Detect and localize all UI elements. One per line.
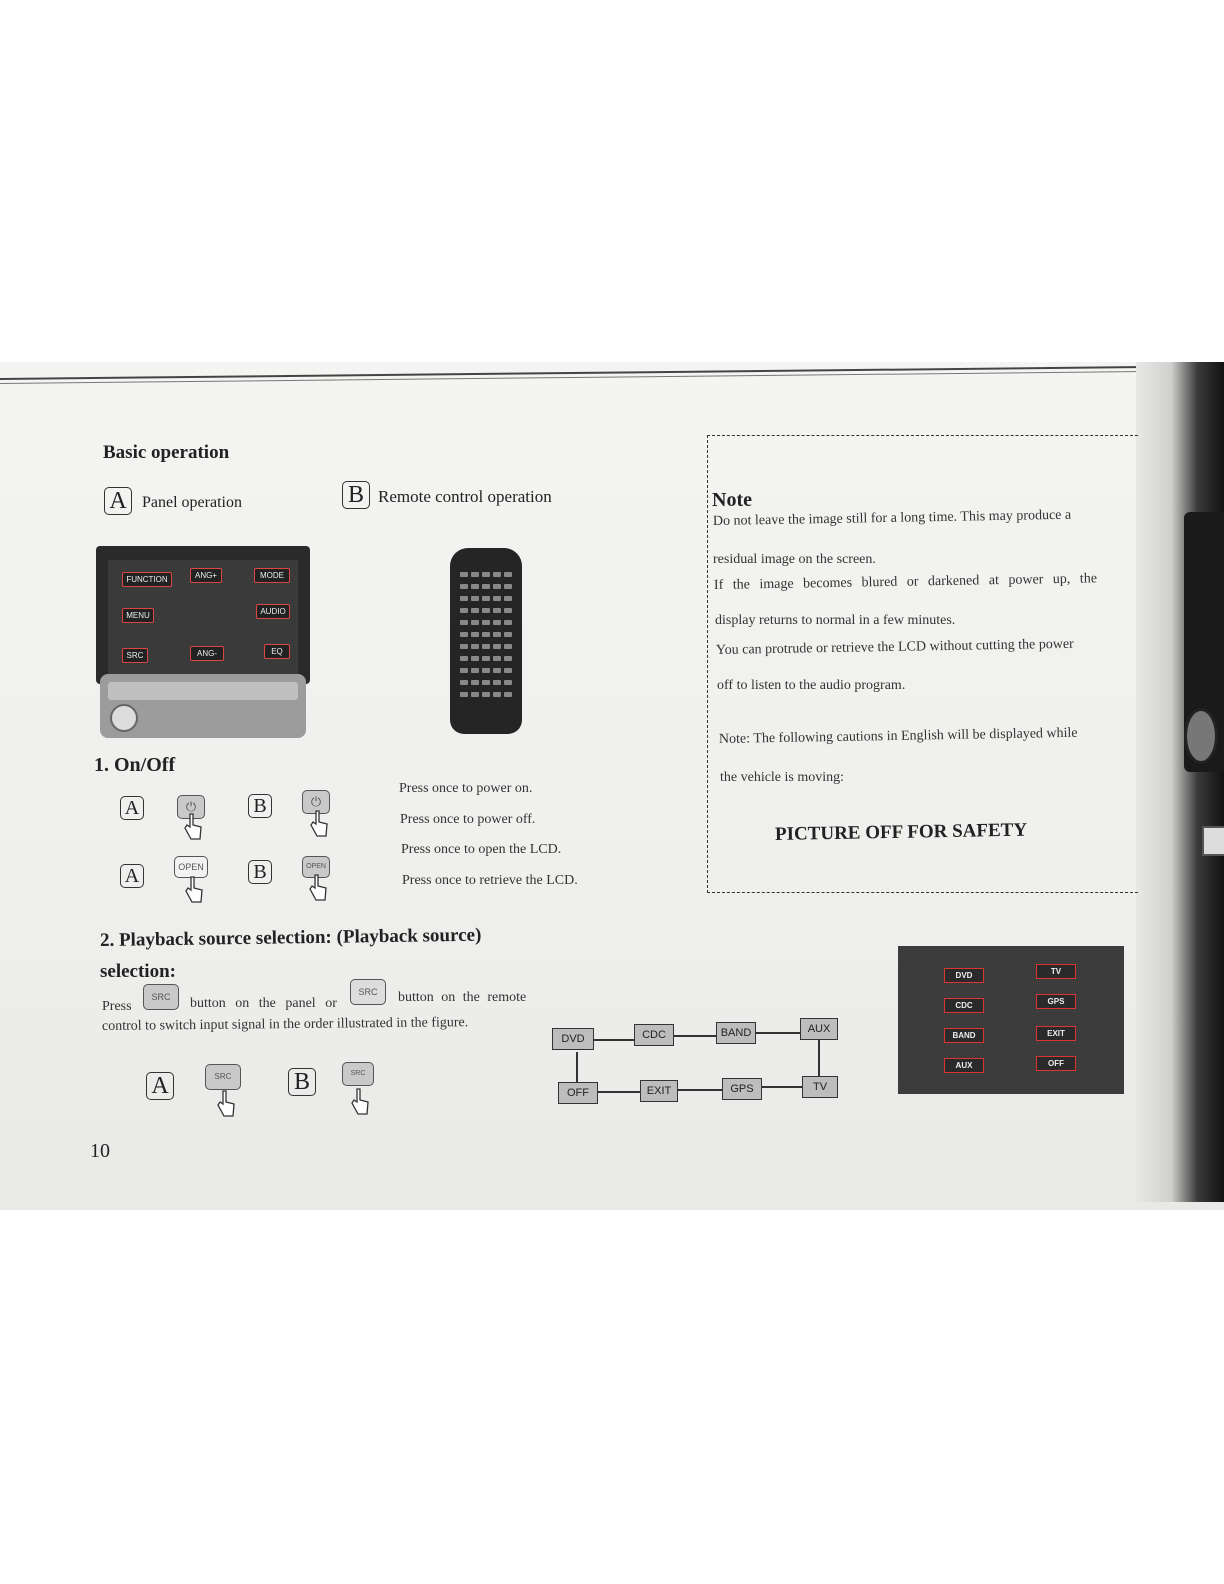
panel-volume-knob [110, 704, 138, 732]
src-button-icon: SRC [350, 979, 386, 1005]
remote-key [460, 692, 468, 697]
flow-arrow [756, 1032, 800, 1034]
flow-arrow [762, 1086, 802, 1088]
remote-key [504, 644, 512, 649]
remote-key [504, 680, 512, 685]
osd-off-button: OFF [1036, 1056, 1076, 1071]
panel-operation-label: Panel operation [142, 494, 242, 511]
remote-control-image [450, 548, 522, 734]
pointing-hand-icon [216, 1090, 236, 1118]
flow-arrow [598, 1091, 640, 1093]
note-line-6: off to listen to the audio program. [717, 678, 906, 693]
label-a-box: A [104, 487, 132, 515]
remote-key [482, 692, 490, 697]
remote-key [471, 572, 479, 577]
panel-display-bar [108, 682, 298, 700]
playback-press-text: Press [102, 999, 132, 1014]
remote-key [482, 620, 490, 625]
onoff-label-b1: B [248, 794, 272, 818]
remote-key [493, 668, 501, 673]
remote-key [482, 632, 490, 637]
playback-heading-line-2: selection: [100, 961, 176, 982]
remote-key [482, 668, 490, 673]
panel-ang-minus-button: ANG- [190, 646, 224, 661]
remote-key [471, 692, 479, 697]
page-number: 10 [90, 1140, 110, 1162]
remote-key [504, 656, 512, 661]
osd-cdc-button: CDC [944, 998, 984, 1013]
remote-key [460, 584, 468, 589]
remote-key [460, 644, 468, 649]
remote-key [471, 596, 479, 601]
playback-line-2: control to switch input signal in the order illustrated in the figure. [101, 1015, 469, 1034]
remote-key [493, 680, 501, 685]
on-off-heading: 1. On/Off [94, 754, 176, 776]
remote-key [460, 680, 468, 685]
remote-key [471, 620, 479, 625]
panel-audio-button: AUDIO [256, 604, 290, 619]
remote-key [471, 584, 479, 589]
flow-arrow [674, 1035, 716, 1037]
remote-key [482, 572, 490, 577]
panel-mode-button: MODE [254, 568, 290, 583]
remote-operation-label: Remote control operation [378, 487, 552, 506]
remote-key [471, 608, 479, 613]
src-button-icon: SRC [143, 984, 179, 1010]
flow-box-dvd: DVD [552, 1028, 594, 1050]
remote-key [493, 632, 501, 637]
flow-box-gps: GPS [722, 1078, 762, 1100]
remote-key [493, 596, 501, 601]
note-line-2: residual image on the screen. [713, 552, 876, 567]
remote-key [482, 608, 490, 613]
source-flow-diagram [548, 1018, 848, 1102]
remote-key [460, 668, 468, 673]
onoff-label-a1: A [120, 796, 144, 820]
remote-key [482, 680, 490, 685]
section-title: Basic operation [103, 442, 230, 463]
osd-aux-button: AUX [944, 1058, 984, 1073]
pointing-hand-icon [309, 810, 329, 838]
open-button-icon: OPEN [174, 856, 208, 878]
remote-key [460, 632, 468, 637]
on-off-line-2: Press once to power off. [400, 812, 536, 827]
note-line-1: Do not leave the image still for a long time. This may produce a [712, 507, 1072, 529]
remote-key [504, 692, 512, 697]
remote-key [471, 680, 479, 685]
remote-key [493, 584, 501, 589]
remote-key [493, 644, 501, 649]
on-off-line-1: Press once to power on. [399, 781, 533, 796]
flow-arrow [818, 1040, 820, 1076]
osd-dvd-button: DVD [944, 968, 984, 983]
remote-key [460, 596, 468, 601]
bleed-tab-image [1202, 826, 1224, 856]
remote-key [460, 656, 468, 661]
remote-key [482, 644, 490, 649]
flow-box-off: OFF [558, 1082, 598, 1104]
playback-heading-line-1: 2. Playback source selection: (Playback source) [99, 924, 482, 951]
src-button-icon: SRC [205, 1064, 241, 1090]
picture-off-safety: PICTURE OFF FOR SAFETY [774, 819, 1028, 845]
remote-key [471, 644, 479, 649]
osd-exit-button: EXIT [1036, 1026, 1076, 1041]
pointing-hand-icon [183, 813, 203, 841]
remote-key [504, 572, 512, 577]
panel-eq-button: EQ [264, 644, 290, 659]
note-title: Note [712, 489, 752, 511]
on-off-line-4: Press once to retrieve the LCD. [402, 873, 578, 888]
osd-gps-button: GPS [1036, 994, 1076, 1009]
head-unit-panel-image [96, 546, 310, 738]
note-line-8: the vehicle is moving: [720, 770, 845, 785]
remote-key [493, 620, 501, 625]
src-button-icon: SRC [342, 1062, 374, 1086]
remote-key [504, 608, 512, 613]
flow-box-cdc: CDC [634, 1024, 674, 1046]
flow-arrow [594, 1039, 634, 1041]
remote-key [504, 584, 512, 589]
remote-key [460, 572, 468, 577]
flow-box-aux: AUX [800, 1018, 838, 1040]
panel-function-button: FUNCTION [122, 572, 172, 587]
remote-key [504, 668, 512, 673]
remote-key [482, 656, 490, 661]
power-button-icon: ⏻ [177, 795, 205, 819]
note-line-7: Note: The following cautions in English will be displayed while [718, 725, 1078, 747]
osd-band-button: BAND [944, 1028, 984, 1043]
panel-menu-button: MENU [122, 608, 154, 623]
remote-key [493, 608, 501, 613]
remote-key [471, 656, 479, 661]
flow-box-tv: TV [802, 1076, 838, 1098]
playback-label-a: A [146, 1072, 174, 1100]
pointing-hand-icon [350, 1088, 370, 1116]
remote-key [504, 620, 512, 625]
label-b-box: B [342, 481, 370, 509]
remote-key [482, 584, 490, 589]
remote-key [471, 632, 479, 637]
remote-key [493, 572, 501, 577]
remote-key [482, 596, 490, 601]
panel-src-button: SRC [122, 648, 148, 663]
pointing-hand-icon [308, 874, 328, 902]
remote-key [493, 656, 501, 661]
note-line-4: display returns to normal in a few minutes. [715, 613, 956, 628]
playback-end-text: button on the remote [398, 990, 527, 1005]
panel-base [100, 674, 306, 738]
remote-key [504, 596, 512, 601]
remote-key [493, 692, 501, 697]
power-button-icon: ⏻ [302, 790, 330, 814]
next-page-bleed [1136, 362, 1224, 1202]
pointing-hand-icon [184, 876, 204, 904]
flow-arrow [576, 1052, 578, 1082]
flow-box-band: BAND [716, 1022, 756, 1044]
osd-tv-button: TV [1036, 964, 1076, 979]
onoff-label-b2: B [248, 860, 272, 884]
remote-key [460, 608, 468, 613]
open-button-icon: OPEN [302, 856, 330, 878]
remote-key [471, 668, 479, 673]
note-line-3: If the image becomes blured or darkened at power up, the [713, 571, 1098, 593]
note-line-5: You can protrude or retrieve the LCD without cutting the power [715, 636, 1074, 658]
playback-label-b: B [288, 1068, 316, 1096]
playback-mid-text: button on the panel or [190, 996, 337, 1011]
remote-key [460, 620, 468, 625]
onoff-label-a2: A [120, 864, 144, 888]
panel-ang-plus-button: ANG+ [190, 568, 222, 583]
on-off-line-3: Press once to open the LCD. [401, 842, 562, 857]
flow-arrow [678, 1089, 722, 1091]
remote-key [504, 632, 512, 637]
flow-box-exit: EXIT [640, 1080, 678, 1102]
bleed-dial-image [1184, 708, 1218, 764]
source-menu-screen-image [898, 946, 1124, 1094]
